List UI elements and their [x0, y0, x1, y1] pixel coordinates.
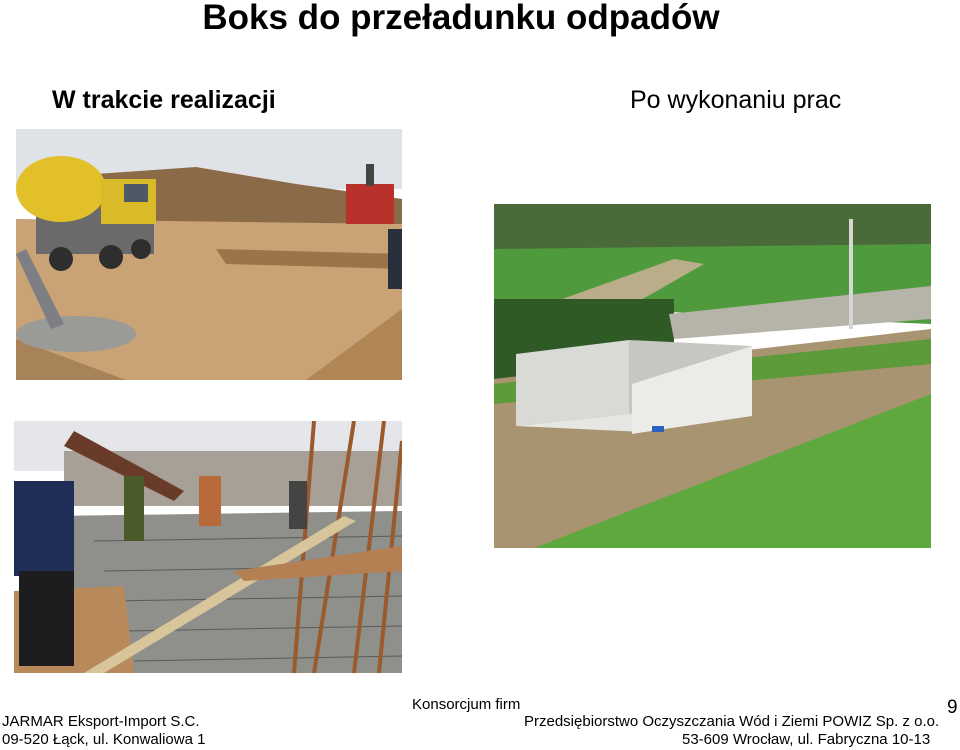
footer-left-company: JARMAR Eksport-Import S.C.	[2, 713, 200, 730]
slide-title: Boks do przeładunku odpadów	[202, 0, 720, 37]
heading-during-construction: W trakcie realizacji	[52, 86, 276, 114]
photo-finished-waste-transfer-box	[494, 204, 931, 548]
footer-left-address: 09-520 Łąck, ul. Konwaliowa 1	[2, 731, 206, 748]
footer-right-address: 53-609 Wrocław, ul. Fabryczna 10-13	[682, 731, 931, 748]
footer-right-company: Przedsiębiorstwo Oczyszczania Wód i Ziemi POWIZ Sp. z o.o.	[524, 713, 940, 730]
heading-after-completion: Po wykonaniu prac	[630, 86, 842, 114]
page-number: 9	[947, 697, 958, 718]
photo-construction-site-concrete-truck	[16, 129, 402, 380]
photo-workers-pouring-concrete-rebar	[14, 421, 402, 673]
footer-consortium-label: Konsorcjum firm	[412, 696, 521, 713]
